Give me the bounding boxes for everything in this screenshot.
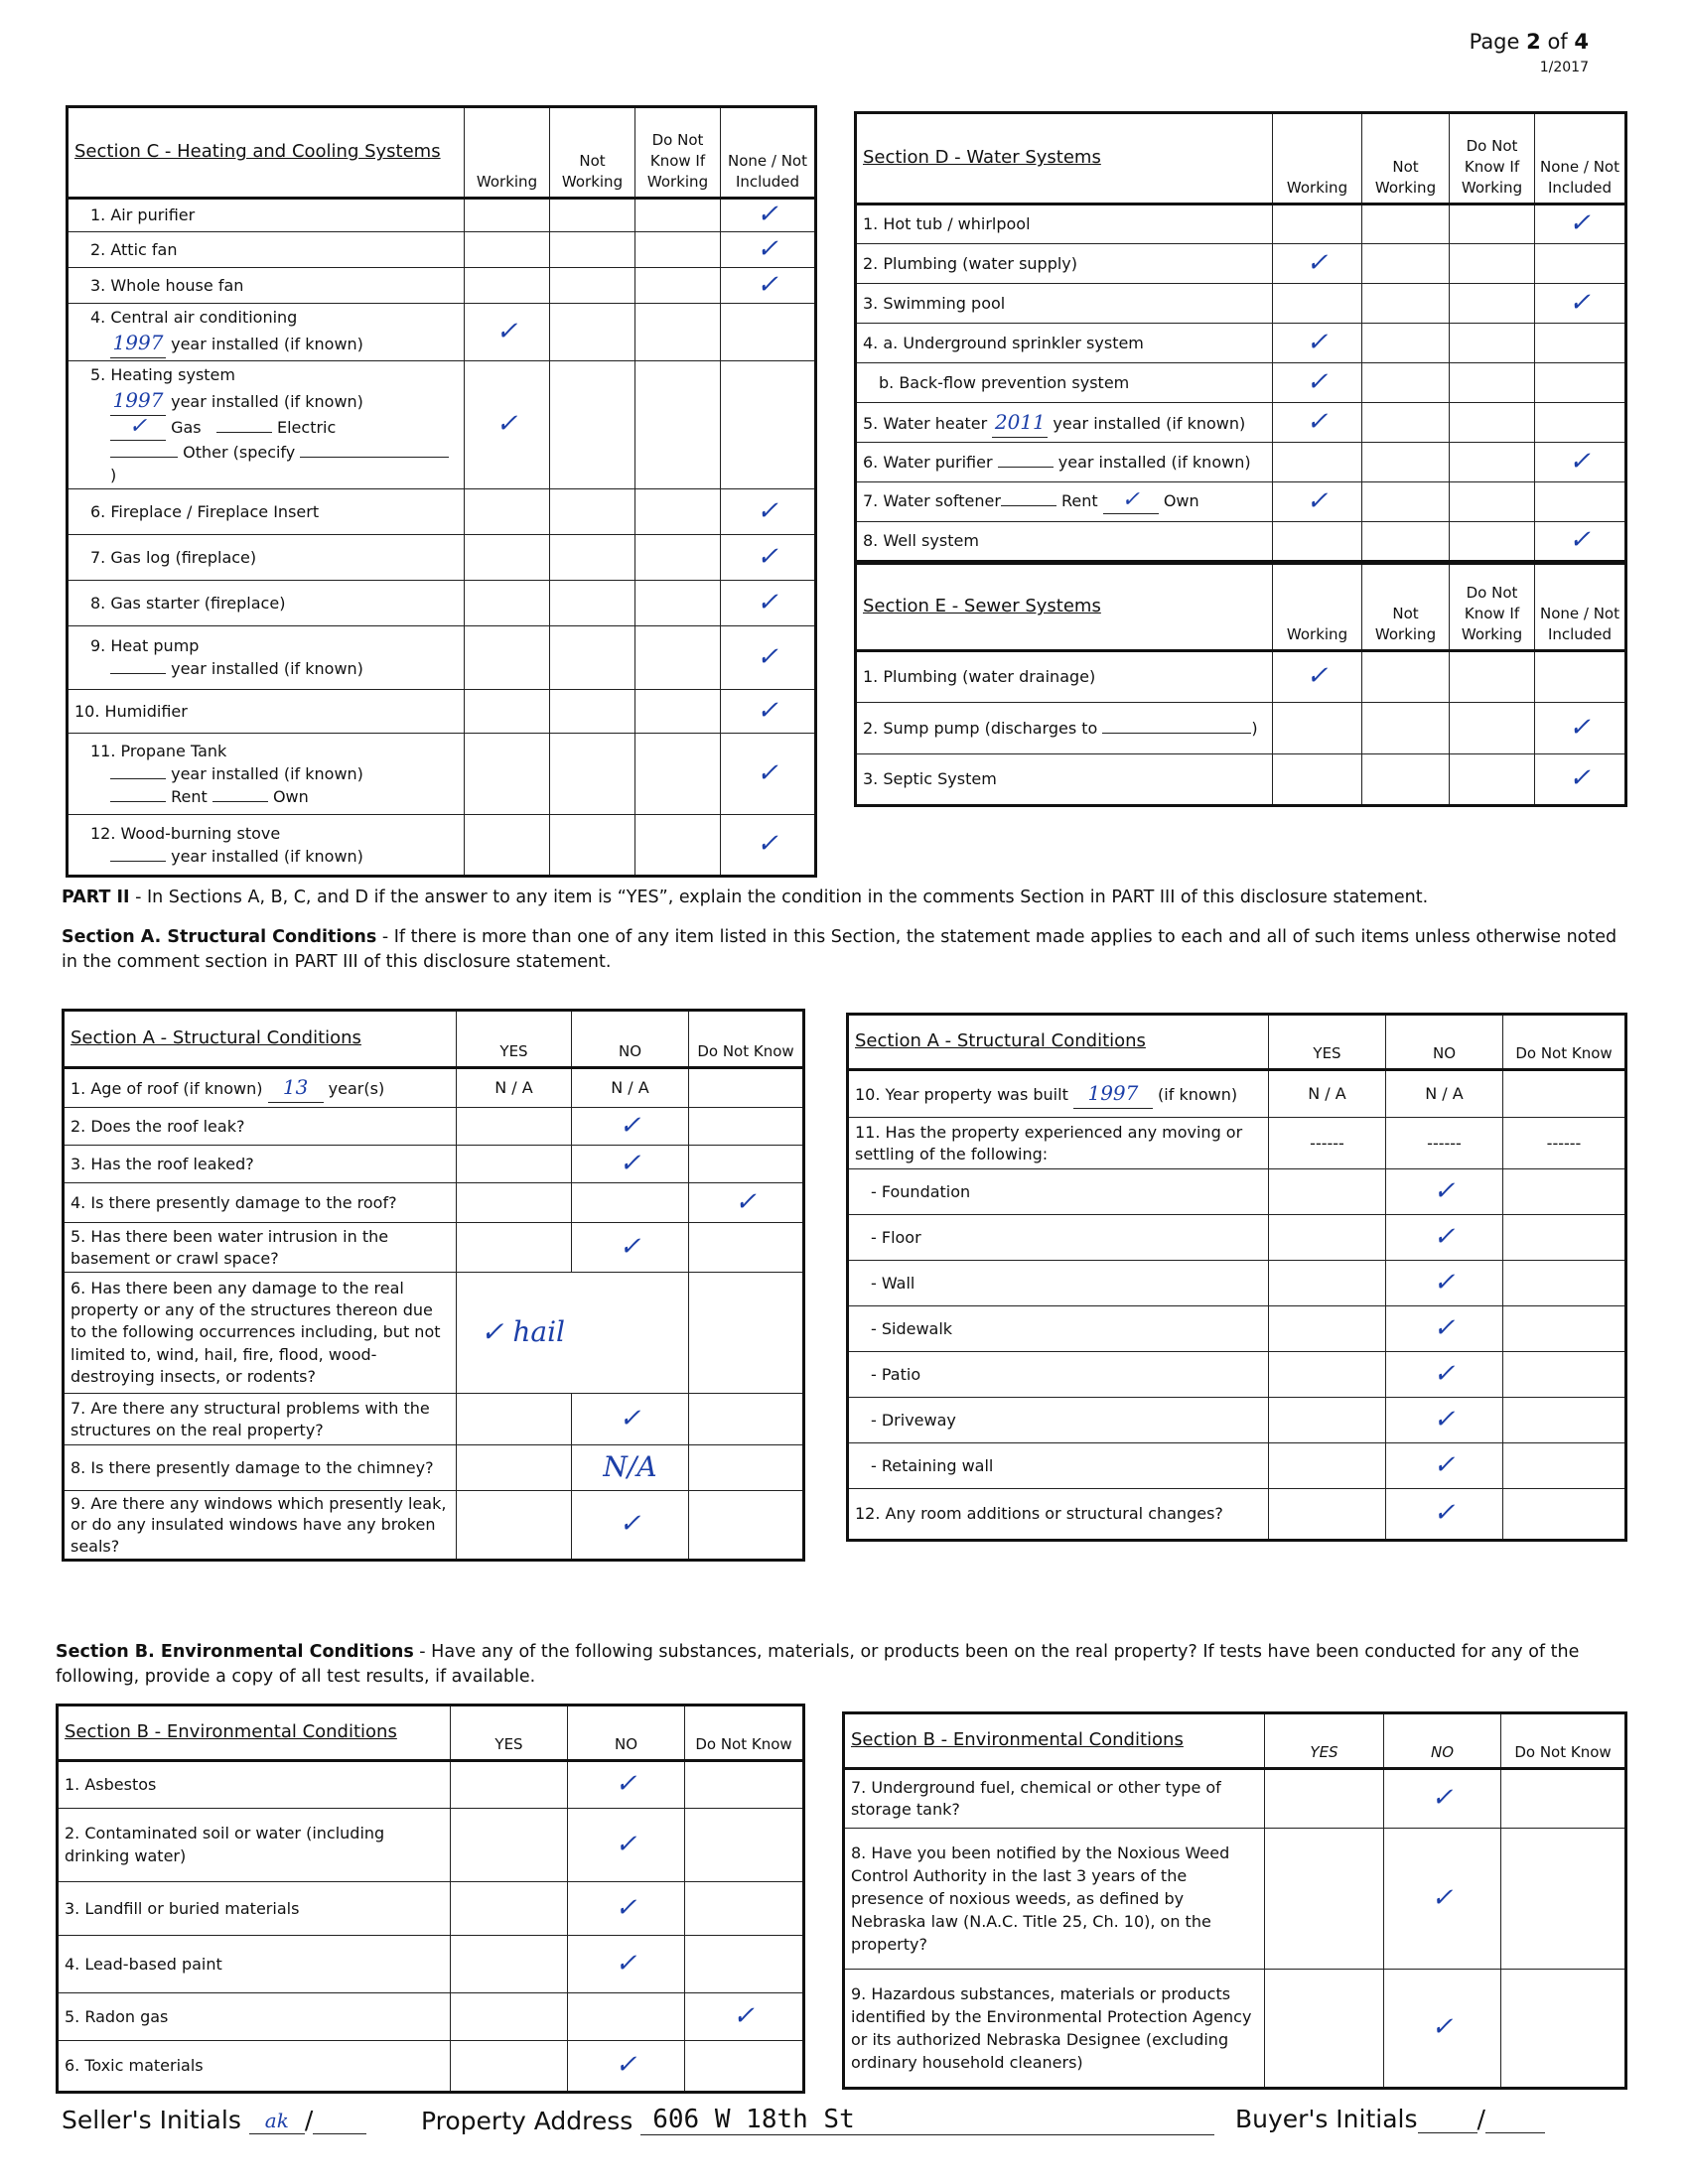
section-d-table: Section D - Water Systems Working Not Working Do Not Know If Working None / Not Included 1. Hot tub / whirlpool ✓ 2. Plumbing (water supply) ✓ 3. Swimming pool ✓ 4. a. Underground sprinkler system ✓ b. Back-flow prevention system ✓ 5. Water heater 2011 year installed (if known) ✓ 6. Water purifier year installed (if known) ✓ 7. Water softener Rent ✓ Own ✓ 8. Well system ✓	[854, 111, 1627, 563]
table-row: 2. Plumbing (water supply) ✓	[856, 244, 1626, 284]
table-row: 2. Sump pump (discharges to ) ✓	[856, 703, 1626, 754]
table-row: 9. Hazardous substances, materials or products identified by the Environmental Protection Agency or its authorized Nebraska Designee (excluding ordinary household cleaners) ✓	[844, 1970, 1626, 2089]
own-check: ✓	[1121, 487, 1140, 513]
table-row: - Sidewalk ✓	[848, 1306, 1626, 1352]
table-row: 1. Plumbing (water drainage) ✓	[856, 651, 1626, 703]
header-not-working: Not Working	[550, 107, 635, 199]
table-row: 5. Radon gas ✓	[58, 1993, 804, 2041]
table-row: - Floor ✓	[848, 1215, 1626, 1261]
seller-initials-value: ak	[264, 2109, 289, 2132]
section-e-title: Section E - Sewer Systems	[856, 564, 1273, 651]
check-mark: ✓	[1431, 1882, 1454, 1913]
table-row: - Wall ✓	[848, 1261, 1626, 1306]
table-row: 1. Asbestos ✓	[58, 1761, 804, 1809]
check-mark: ✓	[615, 1769, 637, 1800]
table-row: 11. Propane Tank year installed (if known) Rent Own ✓	[68, 733, 816, 814]
check-mark: ✓	[615, 1948, 637, 1979]
check-mark: ✓	[1569, 763, 1591, 794]
check-mark: ✓	[1431, 2012, 1454, 2043]
check-mark: ✓	[757, 495, 778, 526]
gas-check: ✓	[128, 414, 148, 440]
section-a-title: Section A - Structural Conditions	[64, 1011, 457, 1068]
check-mark: ✓	[1433, 1358, 1456, 1389]
check-mark: ✓	[1306, 661, 1329, 692]
table-row: 9. Are there any windows which presently leak, or do any insulated windows have any broken seals? ✓	[64, 1490, 804, 1561]
table-row: 2. Attic fan ✓	[68, 232, 816, 268]
check-mark: ✓	[757, 200, 778, 230]
check-mark: ✓	[757, 757, 778, 788]
table-row: 7. Underground fuel, chemical or other type of storage tank? ✓	[844, 1769, 1626, 1829]
check-mark: ✓	[1569, 287, 1591, 318]
check-mark: ✓	[757, 233, 778, 264]
check-mark: ✓	[615, 1892, 637, 1923]
section-b-intro: Section B. Environmental Conditions - Have any of the following substances, materials, or products been on the real property? If tests have been conducted for any of the following, provide a copy of all test results, if available.	[56, 1642, 1580, 1688]
table-row: 4. a. Underground sprinkler system ✓	[856, 324, 1626, 363]
table-row: 8. Have you been notified by the Noxious Weed Control Authority in the last 3 years of the presence of noxious weeds, as defined by Nebraska law (N.A.C. Title 25, Ch. 10), on the property? ✓	[844, 1829, 1626, 1970]
check-mark: ✓	[619, 1231, 641, 1262]
table-row: 2. Does the roof leak? ✓	[64, 1108, 804, 1146]
check-mark: ✓	[735, 1186, 757, 1217]
header-none-included: None / Not Included	[721, 107, 816, 199]
ac-year: 1997	[112, 331, 164, 355]
table-row: 5. Water heater 2011 year installed (if known) ✓	[856, 403, 1626, 443]
form-date: 1/2017	[1539, 60, 1589, 75]
check-mark: ✓	[615, 2050, 637, 2081]
check-mark: ✓	[1433, 1221, 1456, 1252]
table-row: 6. Fireplace / Fireplace Insert ✓	[68, 488, 816, 534]
table-row: 8. Gas starter (fireplace) ✓	[68, 580, 816, 625]
section-b-right-table: Section B - Environmental Conditions YES NO Do Not Know 7. Underground fuel, chemical or other type of storage tank? ✓ 8. Have you been notified by the Noxious Weed Control Authority in the last 3 years of the presence of noxious weeds, as defined by Nebraska law (N.A.C. Title 25, Ch. 10), on the property? ✓ 9. Hazardous substances, materials or products identified by the Environmental Protection Agency or its authorized Nebraska Designee (excluding ordinary household cleaners) ✓	[842, 1711, 1627, 2090]
table-row: 3. Whole house fan ✓	[68, 268, 816, 304]
chimney-na: N/A	[603, 1450, 657, 1483]
section-c-table	[66, 105, 817, 878]
table-row: 12. Any room additions or structural changes? ✓	[848, 1489, 1626, 1541]
table-row: 1. Air purifier ✓	[68, 199, 816, 232]
table-row: 6. Toxic materials ✓	[58, 2041, 804, 2093]
table-row: 8. Well system ✓	[856, 522, 1626, 562]
table-row: 3. Has the roof leaked? ✓	[64, 1146, 804, 1183]
check-mark: ✓	[1306, 327, 1329, 357]
page-number: Page 2 of 4	[1469, 30, 1589, 54]
check-mark: ✓	[1569, 208, 1591, 239]
table-row: 3. Swimming pool ✓	[856, 284, 1626, 324]
table-row: 10. Year property was built 1997 (if known) N / A N / A	[848, 1070, 1626, 1118]
check-mark: ✓	[757, 829, 778, 860]
table-row: 8. Is there presently damage to the chimney? N/A	[64, 1445, 804, 1491]
check-mark: ✓	[1433, 1449, 1456, 1480]
page-header	[1470, 30, 1589, 75]
check-mark: ✓	[1306, 406, 1329, 437]
section-d-title: Section D - Water Systems	[856, 113, 1273, 205]
heat-year: 1997	[112, 388, 164, 413]
table-row: 7. Are there any structural problems with the structures on the real property? ✓	[64, 1394, 804, 1445]
table-row: - Retaining wall ✓	[848, 1443, 1626, 1489]
section-e-table: Section E - Sewer Systems Working Not Working Do Not Know If Working None / Not Included 1. Plumbing (water drainage) ✓ 2. Sump pump (discharges to ) ✓ 3. Septic System ✓	[854, 562, 1627, 807]
seller-initials-field[interactable]: Seller's Initials ak /	[62, 2105, 366, 2134]
check-mark: ✓	[733, 2000, 755, 2031]
check-mark: ✓	[1569, 712, 1591, 743]
check-mark: ✓	[1433, 1312, 1456, 1343]
check-mark: ✓	[757, 587, 778, 617]
year-built: 1997	[1087, 1081, 1139, 1105]
buyer-initials-field[interactable]: Buyer's Initials /	[1235, 2105, 1545, 2133]
check-mark: ✓	[757, 641, 778, 672]
section-b-left-table: Section B - Environmental Conditions YES NO Do Not Know 1. Asbestos ✓ 2. Contaminated soil or water (including drinking water) ✓ 3. Landfill or buried materials ✓ 4. Lead-based paint ✓ 5. Radon gas ✓ 6. Toxic materials ✓	[56, 1704, 805, 2094]
table-row: - Driveway ✓	[848, 1398, 1626, 1443]
check-mark: ✓	[495, 317, 518, 346]
table-row: 7. Gas log (fireplace) ✓	[68, 534, 816, 580]
part2-intro: PART II - In Sections A, B, C, and D if the answer to any item is “YES”, explain the condition in the comments Section in PART III of this disclosure statement.	[62, 887, 1429, 907]
table-row: 5. Heating system 1997 year installed (if known) ✓ Gas Electric Other (specify ) ✓	[68, 361, 816, 489]
table-row: 6. Water purifier year installed (if known) ✓	[856, 443, 1626, 482]
property-address-field[interactable]: Property Address 606 W 18th St	[421, 2105, 1214, 2135]
check-mark: ✓	[1569, 446, 1591, 477]
table-row: 5. Has there been water intrusion in the basement or crawl space? ✓	[64, 1223, 804, 1273]
check-mark: ✓	[1433, 1404, 1456, 1434]
table-row: - Patio ✓	[848, 1352, 1626, 1398]
check-mark: ✓	[495, 409, 518, 440]
roof-age: 13	[282, 1075, 309, 1099]
table-row: 1. Hot tub / whirlpool ✓	[856, 205, 1626, 244]
table-row: 10. Humidifier ✓	[68, 689, 816, 733]
check-mark: ✓	[615, 1829, 637, 1859]
table-row: 9. Heat pump year installed (if known) ✓	[68, 625, 816, 689]
check-mark: ✓	[1433, 1175, 1456, 1206]
property-address-value: 606 W 18th St	[640, 2105, 1214, 2135]
table-row: - Foundation ✓	[848, 1169, 1626, 1215]
check-mark: ✓	[757, 695, 778, 726]
check-mark: ✓	[1306, 366, 1329, 397]
table-row: 11. Has the property experienced any moving or settling of the following: ------ ------ ------	[848, 1118, 1626, 1169]
table-row: 6. Has there been any damage to the real property or any of the structures thereon due to the following occurrences including, but not limited to, wind, hail, fire, flood, wood-destroying insects, or rodents? ✓ hail	[64, 1273, 804, 1394]
check-mark: ✓	[1431, 1783, 1454, 1814]
check-mark: ✓	[1306, 485, 1329, 516]
check-mark: ✓	[1569, 525, 1591, 556]
section-b-title: Section B - Environmental Conditions	[58, 1706, 451, 1761]
check-mark: ✓	[619, 1110, 641, 1141]
section-a-left-table: Section A - Structural Conditions YES NO Do Not Know 1. Age of roof (if known) 13 year(s) N / A N / A 2. Does the roof leak? ✓ 3. Has the roof leaked? ✓ 4. Is there presently damage to the roof? ✓ 5. Has there been water intrusion in the basement or crawl space? ✓ 6. Has there been any damage to the real property or any of the structures thereon due to the following occurrences including, but not limited to, wind, hail, fire, flood, wood-destroying insects, or rodents? ✓ hail 7. Are there any structural problems with the structures on the real property? ✓ 8. Is there presently damage to the chimney? N/A 9. Are there any windows which presently leak, or do any insulated windows have any broken seals? ✓	[62, 1009, 805, 1562]
table-row: 12. Wood-burning stove year installed (if known) ✓	[68, 814, 816, 876]
check-mark: ✓	[1306, 247, 1329, 278]
section-c-title: Section C - Heating and Cooling Systems	[68, 107, 465, 199]
water-heater-year: 2011	[994, 409, 1046, 434]
table-row: 2. Contaminated soil or water (including drinking water) ✓	[58, 1809, 804, 1882]
table-row: 3. Landfill or buried materials ✓	[58, 1882, 804, 1936]
table-row: 4. Lead-based paint ✓	[58, 1936, 804, 1993]
table-row: 1. Age of roof (if known) 13 year(s) N / A N / A	[64, 1068, 804, 1108]
check-mark: ✓	[619, 1509, 641, 1540]
check-mark: ✓	[1433, 1267, 1456, 1297]
section-a-intro: Section A. Structural Conditions - If there is more than one of any item listed in this Section, the statement made applies to each and all of such items unless otherwise noted in the comment section in PART III of this disclosure statement.	[62, 927, 1618, 973]
hail-note: ✓ hail	[481, 1315, 565, 1349]
table-row: 3. Septic System ✓	[856, 754, 1626, 806]
table-row: 7. Water softener Rent ✓ Own ✓	[856, 482, 1626, 522]
check-mark: ✓	[619, 1148, 641, 1178]
table-row: b. Back-flow prevention system ✓	[856, 363, 1626, 403]
check-mark: ✓	[619, 1403, 641, 1433]
check-mark: ✓	[1433, 1498, 1456, 1529]
check-mark: ✓	[757, 541, 778, 572]
check-mark: ✓	[757, 269, 778, 300]
section-a-right-table: Section A - Structural Conditions YES NO Do Not Know 10. Year property was built 1997 (if known) N / A N / A 11. Has the property experienced any moving or settling of the following: ------ ------ ------ - Foundation ✓ - Floor ✓ - Wall ✓ - Sidewalk ✓ - Patio ✓ - Driveway ✓ - Retaining wall ✓ 12. Any room additions or structural changes? ✓	[846, 1013, 1627, 1542]
table-row: 4. Is there presently damage to the roof? ✓	[64, 1183, 804, 1223]
header-dnk-working: Do Not Know If Working	[635, 107, 721, 199]
header-working: Working	[465, 107, 550, 199]
table-row: 4. Central air conditioning 1997 year installed (if known) ✓	[68, 304, 816, 361]
